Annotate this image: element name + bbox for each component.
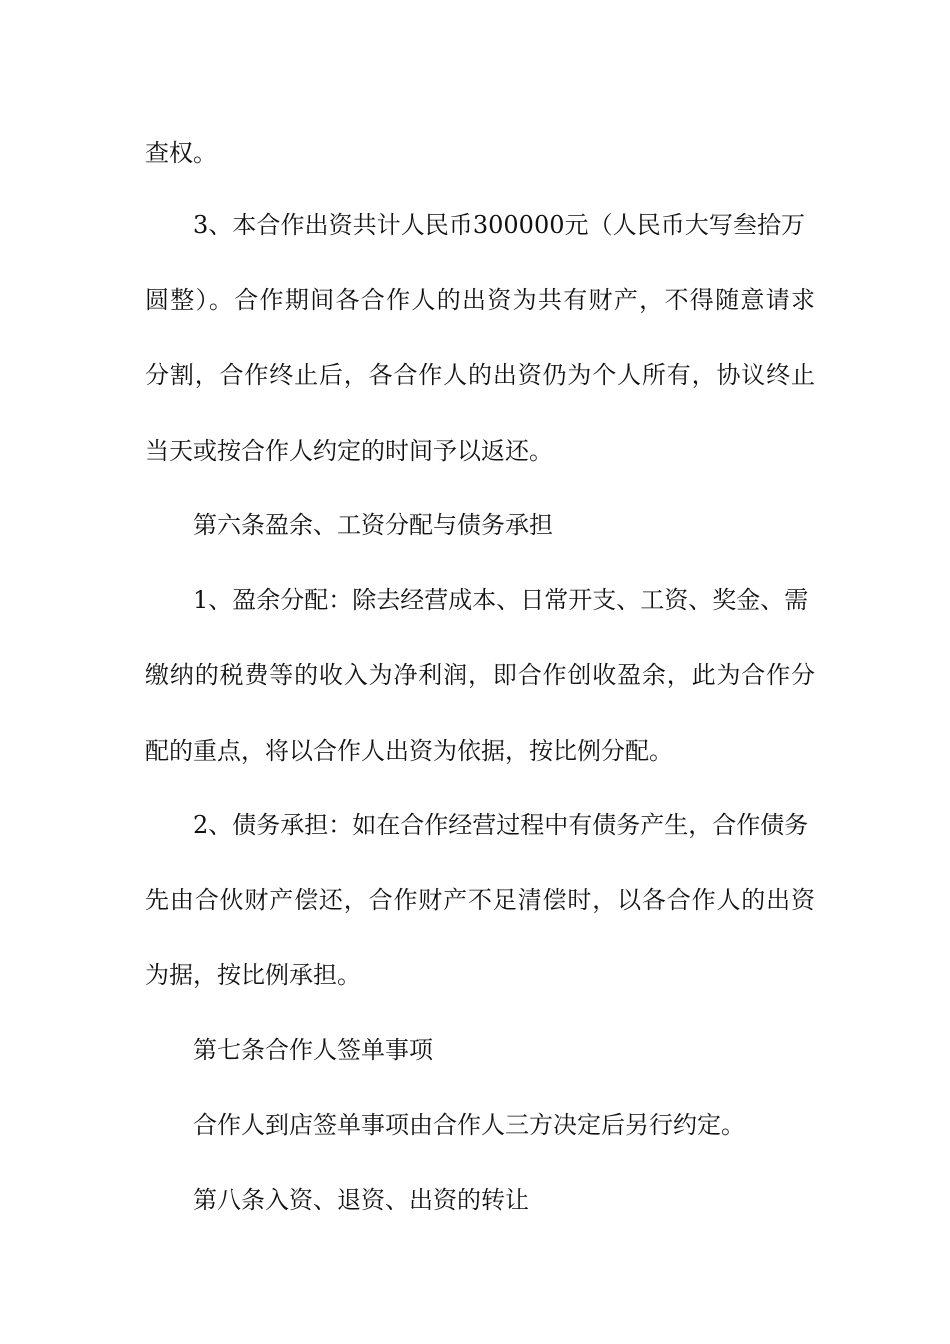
text-line: 圆整）。合作期间各合作人的出资为共有财产，不得随意请求 (145, 286, 815, 314)
text-line: 为据，按比例承担。 (145, 961, 361, 989)
text-line: 配的重点，将以合作人出资为依据，按比例分配。 (145, 737, 673, 765)
clause-3-line: 3、本合作出资共计人民币300000元（人民币大写叁拾万 (193, 211, 805, 239)
article-7-body: 合作人到店签单事项由合作人三方决定后另行约定。 (193, 1111, 745, 1139)
article-7-heading: 第七条合作人签单事项 (193, 1036, 433, 1064)
text-line: 先由合伙财产偿还，合作财产不足清偿时，以各合作人的出资 (145, 886, 815, 914)
article-8-heading: 第八条入资、退资、出资的转让 (193, 1186, 529, 1214)
clause-1-line: 1、盈余分配：除去经营成本、日常开支、工资、奖金、需 (193, 586, 809, 614)
clause-2-line: 2、债务承担：如在合作经营过程中有债务产生，合作债务 (193, 811, 809, 839)
text-line: 当天或按合作人约定的时间予以返还。 (145, 437, 553, 465)
text-line: 缴纳的税费等的收入为净利润，即合作创收盈余，此为合作分 (145, 661, 815, 689)
article-6-heading: 第六条盈余、工资分配与债务承担 (193, 511, 553, 539)
text-line: 查权。 (145, 139, 217, 167)
text-line: 分割，合作终止后，各合作人的出资仍为个人所有，协议终止 (145, 361, 815, 389)
